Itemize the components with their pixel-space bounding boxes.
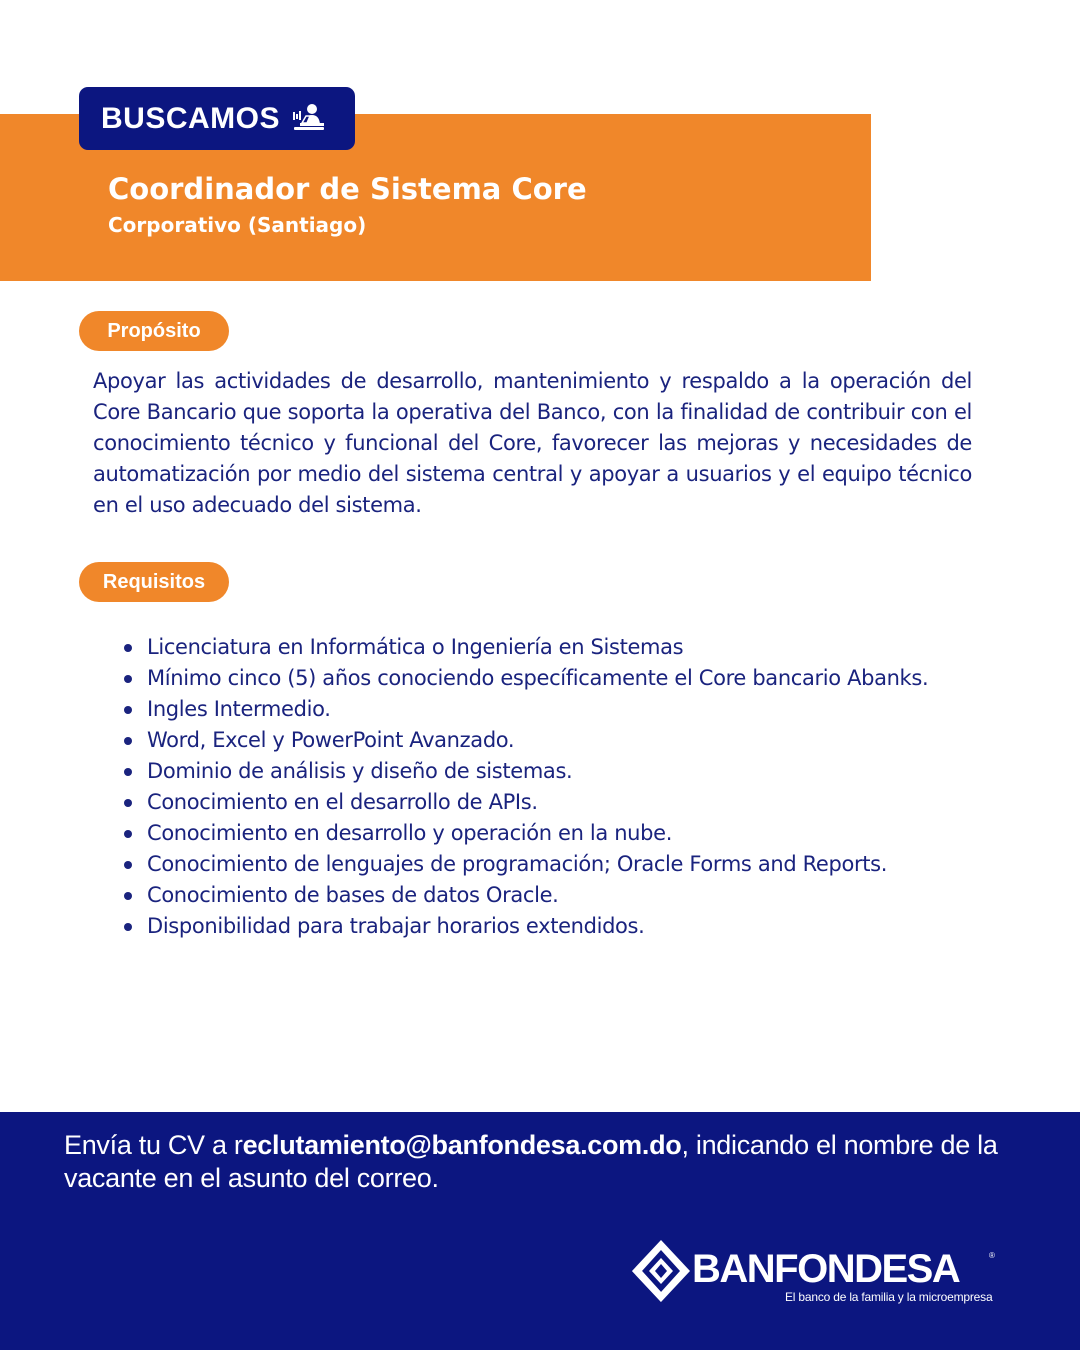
requisitos-section-label: Requisitos	[79, 562, 229, 602]
requirements-list	[147, 632, 1027, 942]
requirement-text: Conocimiento en el desarrollo de APIs.	[147, 790, 538, 814]
requirement-item	[147, 849, 1027, 880]
bullet-icon	[124, 737, 132, 745]
bullet-icon	[124, 799, 132, 807]
requirement-text: Disponibilidad para trabajar horarios extendidos.	[147, 914, 645, 938]
requirement-text: Conocimiento de lenguajes de programación; Oracle Forms and Reports.	[147, 852, 888, 876]
requirement-item	[147, 694, 1027, 725]
requirement-text: Dominio de análisis y diseño de sistemas.	[147, 759, 573, 783]
requirement-item	[147, 725, 1027, 756]
registered-mark: ®	[989, 1251, 995, 1260]
cta-prefix: Envía tu CV a r	[64, 1130, 243, 1160]
recruitment-email-link[interactable]: eclutamiento@banfondesa.com.do	[242, 1130, 682, 1160]
requirement-text: Conocimiento de bases de datos Oracle.	[147, 883, 559, 907]
requirement-item	[147, 911, 1027, 942]
buscamos-badge	[79, 87, 355, 150]
requirement-item	[147, 880, 1027, 911]
bullet-icon	[124, 768, 132, 776]
job-title: Coordinador de Sistema Core	[108, 172, 587, 206]
cta-suffix: , indicando el nombre de la vacante en el asunto del correo.	[64, 1130, 998, 1193]
job-location: Corporativo (Santiago)	[108, 213, 367, 237]
bullet-icon	[124, 923, 132, 931]
bullet-icon	[124, 675, 132, 683]
requirement-item	[147, 787, 1027, 818]
banfondesa-diamond-logo-icon	[630, 1238, 692, 1304]
bullet-icon	[124, 706, 132, 714]
requirement-item	[147, 756, 1027, 787]
requirement-item	[147, 663, 1027, 694]
logo-tagline: El banco de la familia y la microempresa	[785, 1290, 993, 1304]
requirement-text: Conocimiento en desarrollo y operación en la nube.	[147, 821, 673, 845]
bullet-icon	[124, 892, 132, 900]
purpose-description: Apoyar las actividades de desarrollo, mantenimiento y respaldo a la operación del Core Bancario que soporta la operativa del Banco, con la finalidad de contribuir con el conocimiento técnico y funcional del Core, favorecer las mejoras y necesidades de automatización por medio del sistema central y apoyar a usuarios y el equipo técnico en el uso adecuado del sistema.	[93, 369, 972, 517]
requirement-item	[147, 818, 1027, 849]
requirement-text: Licenciatura en Informática o Ingeniería en Sistemas	[147, 635, 684, 659]
buscamos-label: BUSCAMOS	[101, 101, 281, 135]
bullet-icon	[124, 830, 132, 838]
bullet-icon	[124, 644, 132, 652]
banfondesa-logo-wordmark: BANFONDESA	[692, 1247, 960, 1291]
bullet-icon	[124, 861, 132, 869]
proposito-section-label: Propósito	[79, 311, 229, 351]
person-at-laptop-icon	[292, 102, 326, 136]
requirement-item	[147, 632, 1027, 663]
requirement-text: Ingles Intermedio.	[147, 697, 331, 721]
apply-instructions	[64, 1129, 1024, 1195]
requirement-text: Mínimo cinco (5) años conociendo específicamente el Core bancario Abanks.	[147, 666, 929, 690]
requirement-text: Word, Excel y PowerPoint Avanzado.	[147, 728, 515, 752]
